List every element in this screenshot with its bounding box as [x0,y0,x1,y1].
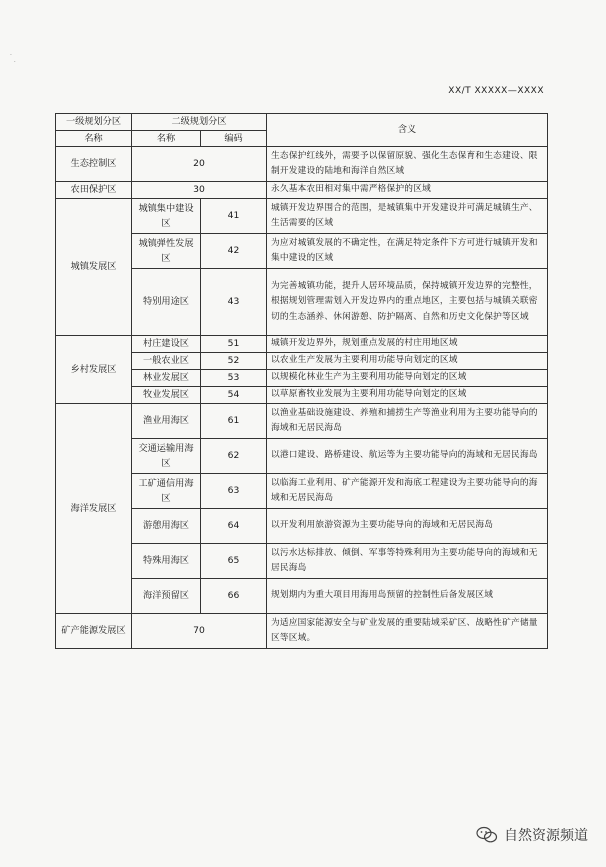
watermark [476,825,588,845]
subzone-meaning: 以规模化林业生产为主要利用功能导向划定的区域 [267,370,548,387]
zone-meaning: 永久基本农田相对集中需严格保护的区域 [267,182,548,199]
subzone-code: 53 [201,370,267,387]
subzone-code: 62 [201,439,267,474]
subzone-name: 海洋预留区 [132,579,201,614]
subzone-meaning: 以开发利用旅游资源为主要功能导向的海域和无居民海岛 [267,509,548,544]
subzone-name: 林业发展区 [132,370,201,387]
zone-name: 生态控制区 [56,147,132,182]
subzone-name: 城镇集中建设区 [132,199,201,234]
subzone-code: 52 [201,353,267,370]
subzone-code: 43 [201,269,267,336]
subzone-name: 渔业用海区 [132,404,201,439]
planning-zoning-table [55,113,548,649]
zone-meaning: 生态保护红线外，需要予以保留原貌、强化生态保育和生态建设、限制开发建设的陆地和海洋自然区域 [267,147,548,182]
subzone-code: 65 [201,544,267,579]
subzone-name: 牧业发展区 [132,387,201,404]
subzone-name: 特殊用海区 [132,544,201,579]
subzone-name: 游憩用海区 [132,509,201,544]
subzone-name: 城镇弹性发展区 [132,234,201,269]
header-level1: 一级规划分区 [56,114,132,131]
subzone-code: 51 [201,336,267,353]
subzone-code: 41 [201,199,267,234]
subzone-code: 64 [201,509,267,544]
subzone-meaning: 以渔业基础设施建设、养殖和捕捞生产等渔业利用为主要功能导向的海域和无居民海岛 [267,404,548,439]
header-meaning: 含义 [267,114,548,147]
document-code: XX/T XXXXX—XXXX [448,86,544,96]
scan-specks: · · [10,52,16,66]
header-name1: 名称 [56,130,132,147]
header-row-1 [56,114,548,131]
table-row [56,404,548,439]
header-level2: 二级规划分区 [132,114,267,131]
header-name2: 名称 [132,130,201,147]
subzone-meaning: 规划期内为重大项目用海用岛预留的控制性后备发展区域 [267,579,548,614]
subzone-meaning: 为完善城镇功能，提升人居环境品质，保持城镇开发边界的完整性，根据规划管理需划入开发边界内的重点地区，主要包括与城镇关联密切的生态涵养、休闲游憩、防护隔离、自然和历史文化保护等区域 [267,269,548,336]
subzone-name: 交通运输用海区 [132,439,201,474]
subzone-meaning: 城镇开发边界外，规划重点发展的村庄用地区域 [267,336,548,353]
watermark-text: 自然资源频道 [504,828,588,844]
table-row [56,147,548,182]
subzone-code: 54 [201,387,267,404]
table-row [56,614,548,649]
header-code: 编码 [201,130,267,147]
subzone-name: 一般农业区 [132,353,201,370]
zone-code: 20 [132,147,267,182]
zone-name: 乡村发展区 [56,336,132,404]
subzone-code: 66 [201,579,267,614]
zone-meaning: 为适应国家能源安全与矿业发展的重要陆域采矿区、战略性矿产储量区等区域。 [267,614,548,649]
zone-name: 城镇发展区 [56,199,132,336]
subzone-meaning: 城镇开发边界围合的范围，是城镇集中开发建设并可满足城镇生产、生活需要的区域 [267,199,548,234]
table-row [56,336,548,353]
subzone-meaning: 以农业生产发展为主要利用功能导向划定的区域 [267,353,548,370]
wechat-icon [476,826,498,844]
zone-code: 70 [132,614,267,649]
table-row [56,182,548,199]
subzone-code: 42 [201,234,267,269]
zone-name: 海洋发展区 [56,404,132,614]
subzone-code: 61 [201,404,267,439]
zone-name: 农田保护区 [56,182,132,199]
zone-name: 矿产能源发展区 [56,614,132,649]
zone-code: 30 [132,182,267,199]
subzone-meaning: 以污水达标排放、倾倒、军事等特殊利用为主要功能导向的海域和无居民海岛 [267,544,548,579]
table-row [56,199,548,234]
subzone-name: 工矿通信用海区 [132,474,201,509]
subzone-meaning: 为应对城镇发展的不确定性，在满足特定条件下方可进行城镇开发和集中建设的区域 [267,234,548,269]
subzone-meaning: 以草原畜牧业发展为主要利用功能导向划定的区域 [267,387,548,404]
subzone-code: 63 [201,474,267,509]
subzone-meaning: 以港口建设、路桥建设、航运等为主要功能导向的海域和无居民海岛 [267,439,548,474]
subzone-meaning: 以临海工业利用、矿产能源开发和海底工程建设为主要功能导向的海域和无居民海岛 [267,474,548,509]
subzone-name: 特别用途区 [132,269,201,336]
subzone-name: 村庄建设区 [132,336,201,353]
